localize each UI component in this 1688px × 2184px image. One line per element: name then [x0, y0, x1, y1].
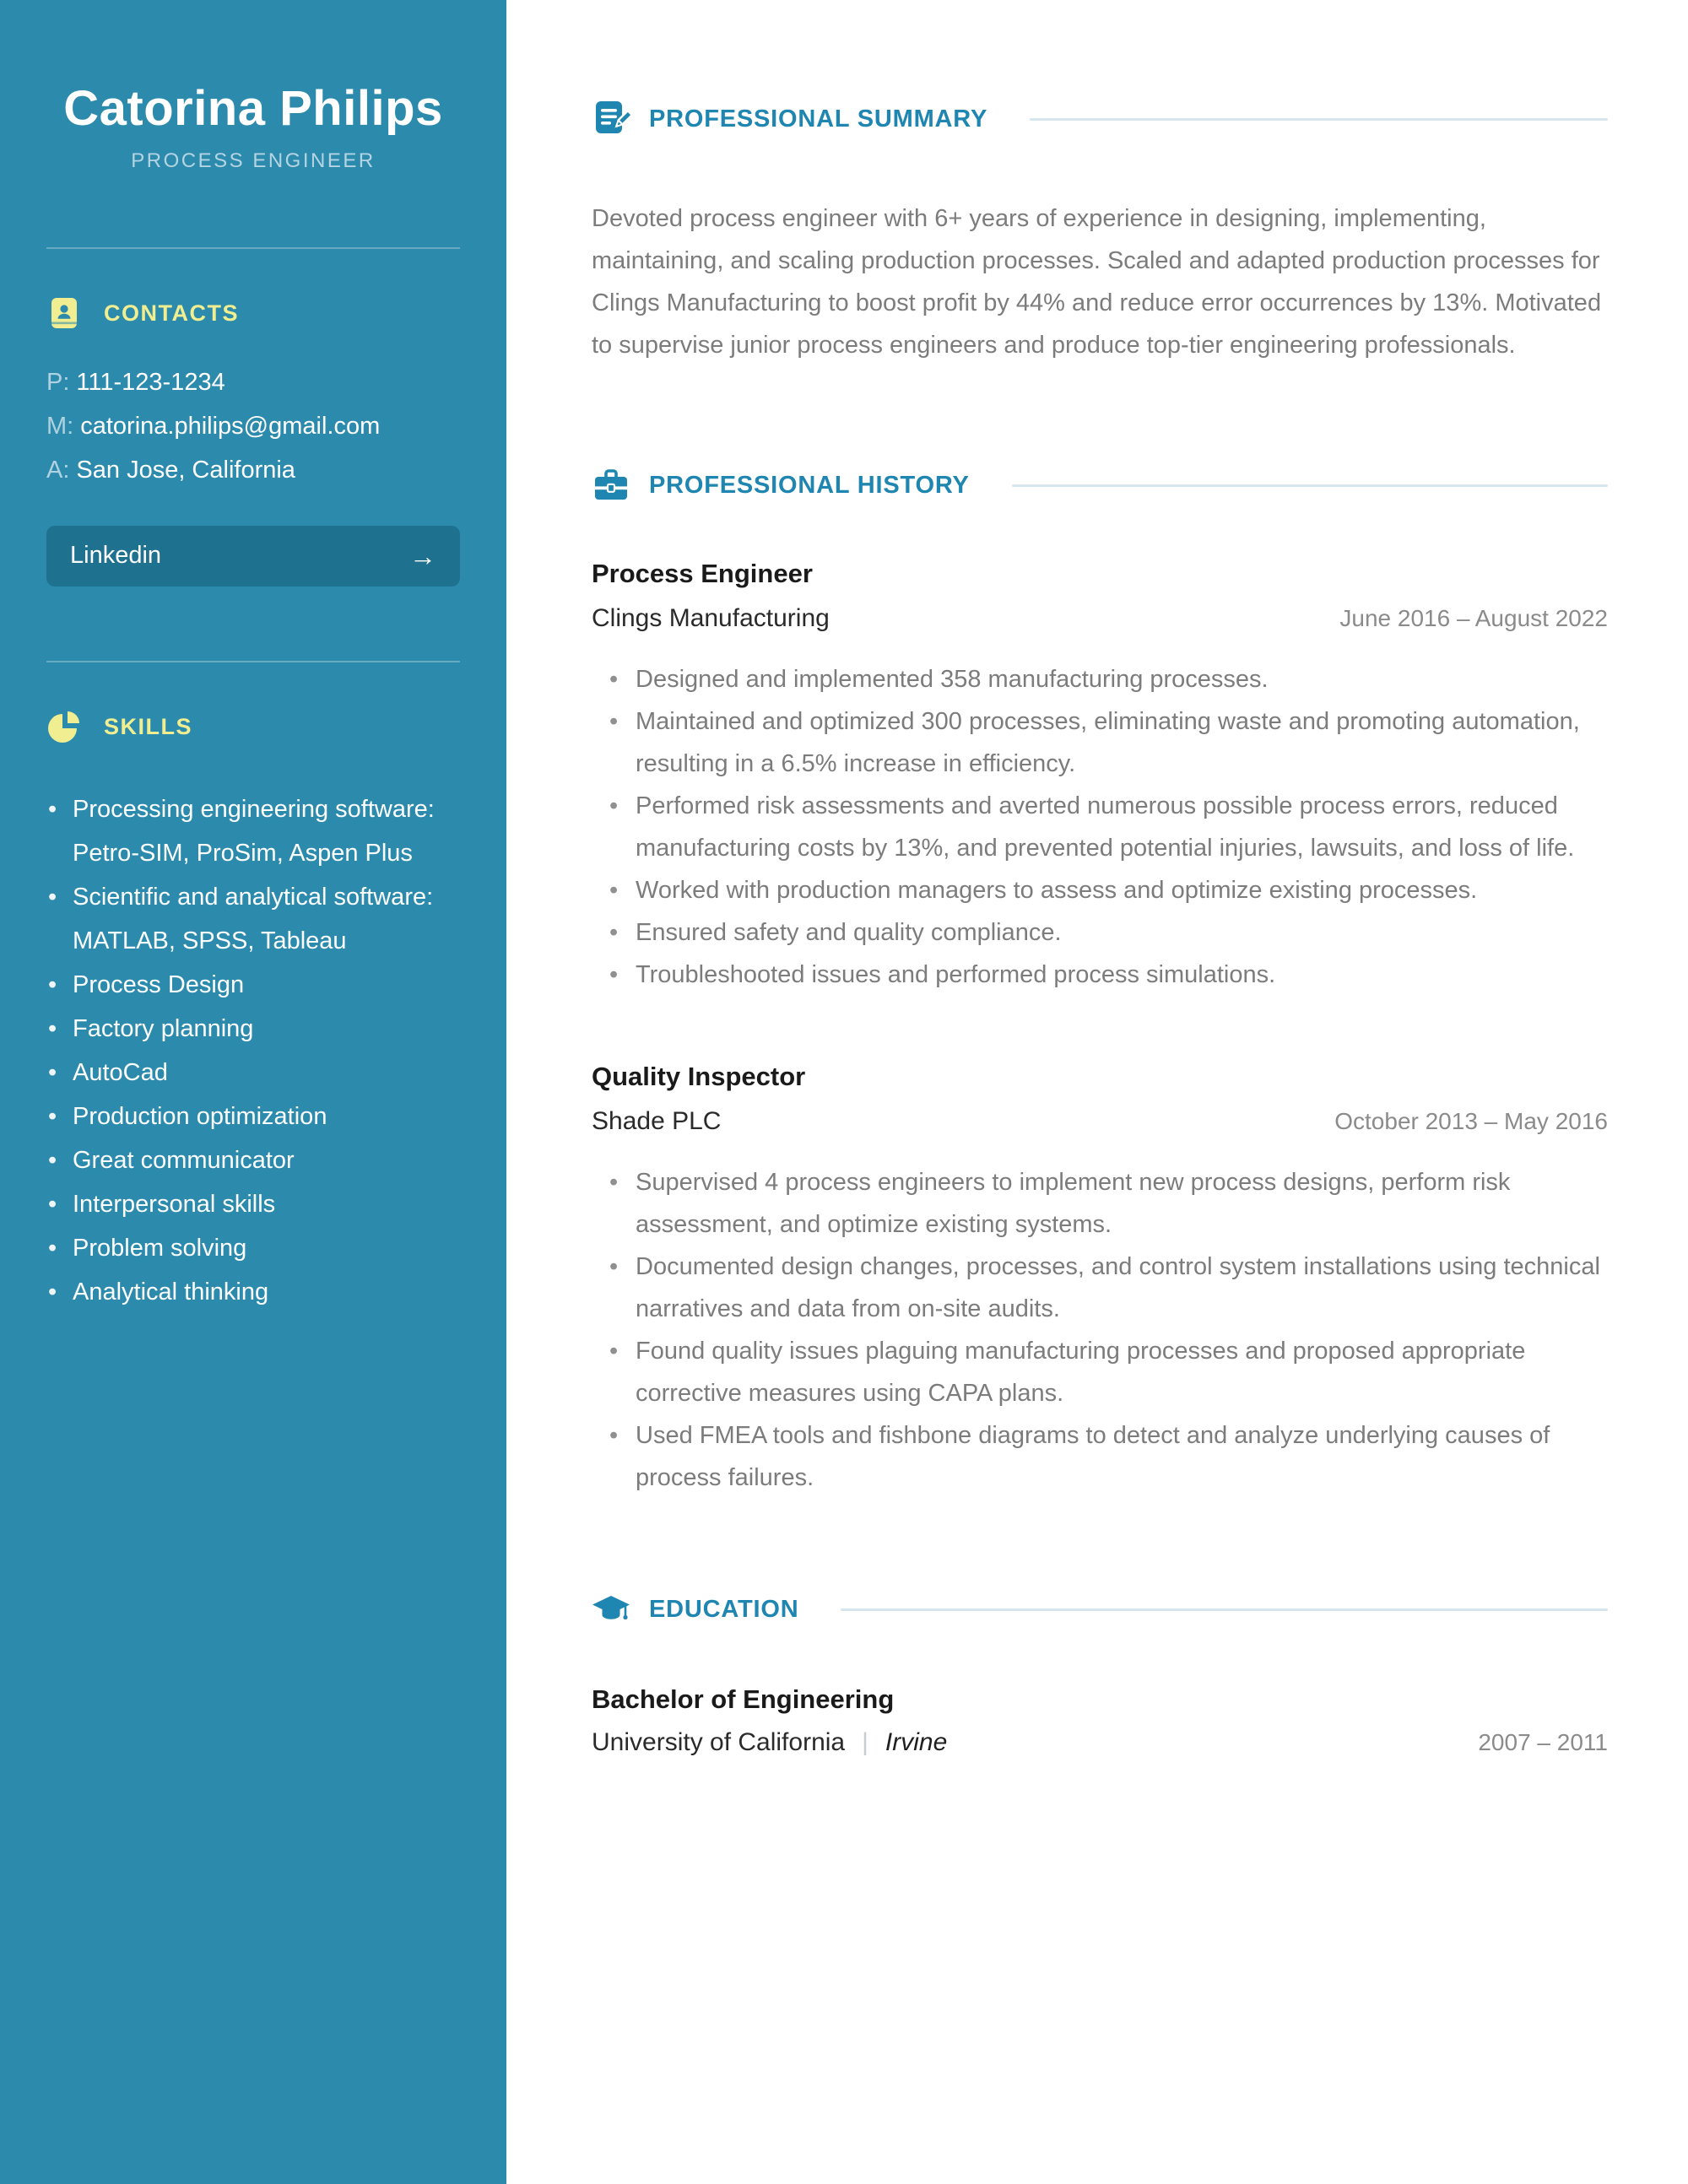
contact-list [46, 360, 460, 492]
school-location-separator: | [862, 1728, 868, 1756]
school-group [592, 1728, 947, 1757]
job-entry-process-engineer [592, 559, 1608, 996]
email-value: catorina.philips@gmail.com [80, 412, 381, 440]
job-bullet: • Used FMEA tools and fishbone diagrams to detect and analyze underlying causes of process failures. [592, 1414, 1608, 1499]
job-title: Quality Inspector [592, 1062, 806, 1091]
job-meta-row [592, 1107, 1608, 1136]
history-section [592, 466, 1608, 1499]
phone-prefix: P: [46, 368, 70, 396]
education-heading-label: EDUCATION [649, 1595, 799, 1623]
job-bullet: • Documented design changes, processes, and control system installations using technical narratives and data from on-site audits. [592, 1246, 1608, 1330]
job-title: Process Engineer [592, 559, 813, 588]
skill-item: • Scientific and analytical software: MATLAB, SPSS, Tableau [46, 875, 460, 963]
skill-item: • Processing engineering software: Petro-SIM, ProSim, Aspen Plus [46, 787, 460, 875]
section-rule [1012, 484, 1608, 487]
summary-section [592, 100, 1608, 366]
document-pencil-icon [592, 100, 630, 138]
job-entry-quality-inspector [592, 1062, 1608, 1499]
summary-section-header [592, 100, 1608, 138]
contacts-heading [46, 296, 460, 332]
education-section-header [592, 1590, 1608, 1629]
skill-item: • Production optimization [46, 1095, 460, 1138]
address-value: San Jose, California [76, 456, 295, 484]
school-location: Irvine [885, 1728, 948, 1756]
skills-heading [46, 710, 460, 745]
job-bullet: • Found quality issues plaguing manufacturing processes and proposed appropriate corrective measures using CAPA plans. [592, 1330, 1608, 1414]
skill-item: • AutoCad [46, 1051, 460, 1095]
linkedin-button[interactable] [46, 526, 460, 587]
main-content [506, 0, 1688, 1825]
skill-item: • Problem solving [46, 1226, 460, 1270]
company-name: Clings Manufacturing [592, 604, 830, 632]
sidebar-divider [46, 661, 460, 662]
address-book-icon [46, 296, 82, 332]
job-bullet: • Troubleshooted issues and performed process simulations. [592, 954, 1608, 996]
skill-list [46, 787, 460, 1314]
school-name: University of California [592, 1728, 846, 1756]
skills-heading-label: SKILLS [104, 714, 193, 740]
job-bullet-list [592, 1161, 1608, 1499]
job-bullet-list [592, 658, 1608, 996]
job-dates: October 2013 – May 2016 [1334, 1108, 1608, 1134]
linkedin-button-label: Linkedin [70, 542, 162, 570]
person-name: Catorina Philips [63, 81, 443, 136]
person-job-title: PROCESS ENGINEER [131, 149, 376, 172]
job-bullet: • Designed and implemented 358 manufacturing processes. [592, 658, 1608, 700]
section-rule [1030, 118, 1608, 121]
history-heading-label: PROFESSIONAL HISTORY [649, 471, 970, 499]
contact-phone [46, 360, 460, 404]
job-bullet: • Supervised 4 process engineers to implement new process designs, perform risk assessment, and optimize existing systems. [592, 1161, 1608, 1246]
email-prefix: M: [46, 412, 74, 440]
history-section-header [592, 466, 1608, 505]
skill-item: • Factory planning [46, 1007, 460, 1051]
contact-email [46, 404, 460, 448]
section-rule [841, 1608, 1608, 1611]
sidebar-divider [46, 247, 460, 249]
job-bullet: • Worked with production managers to assess and optimize existing processes. [592, 869, 1608, 911]
address-prefix: A: [46, 456, 70, 484]
summary-text: Devoted process engineer with 6+ years of experience in designing, implementing, maintaining, and scaling production processes. Scaled and adapted production processes for Clings Manufacturing to boost profit by 44% and reduce error occurrences by 13%. Motivated to supervise junior process engineers and produce top-tier engineering professionals. [592, 205, 1602, 359]
briefcase-icon [592, 466, 630, 505]
sidebar [0, 0, 506, 2184]
skill-item: • Process Design [46, 963, 460, 1007]
education-section [592, 1590, 1608, 1757]
pie-chart-icon [46, 710, 82, 745]
education-meta-row [592, 1728, 1608, 1757]
job-meta-row [592, 604, 1608, 633]
company-name: Shade PLC [592, 1107, 722, 1135]
summary-heading-label: PROFESSIONAL SUMMARY [649, 105, 988, 132]
degree-title: Bachelor of Engineering [592, 1684, 895, 1714]
skill-item: • Analytical thinking [46, 1270, 460, 1314]
job-bullet: • Maintained and optimized 300 processes, eliminating waste and promoting automation, resulting in a 6.5% increase in efficiency. [592, 700, 1608, 785]
job-dates: June 2016 – August 2022 [1339, 605, 1608, 631]
job-bullet: • Ensured safety and quality compliance. [592, 911, 1608, 954]
skill-item: • Great communicator [46, 1138, 460, 1182]
contact-address [46, 448, 460, 492]
skill-item: • Interpersonal skills [46, 1182, 460, 1226]
arrow-right-icon: → [409, 540, 436, 571]
phone-value: 111-123-1234 [76, 368, 225, 396]
job-bullet: • Performed risk assessments and averted numerous possible process errors, reduced manufacturing costs by 13%, and prevented potential injuries, lawsuits, and loss of life. [592, 785, 1608, 869]
education-dates: 2007 – 2011 [1478, 1729, 1608, 1755]
contacts-heading-label: CONTACTS [104, 300, 239, 327]
graduation-cap-icon [592, 1590, 630, 1629]
